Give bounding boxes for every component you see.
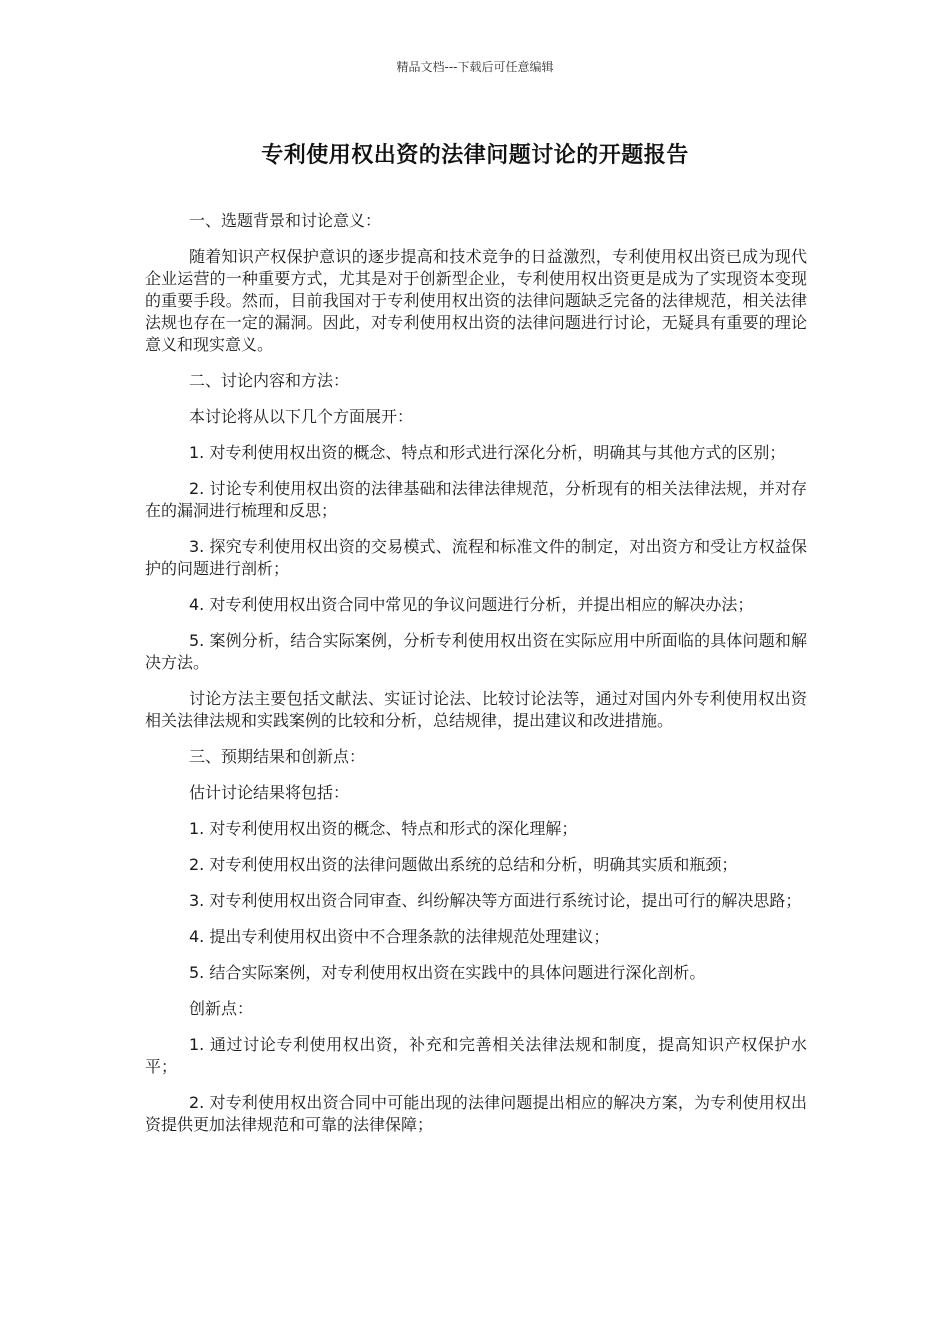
paragraph-innovation-heading: 创新点： <box>189 999 254 1018</box>
paragraph-content-intro: 本讨论将从以下几个方面展开： <box>189 407 414 426</box>
list-item-result-2: 2. 对专利使用权出资的法律问题做出系统的总结和分析，明确其实质和瓶颈； <box>189 855 738 874</box>
list-item-content-2: 2. 讨论专利使用权出资的法律基础和法律法律规范，分析现有的相关法律法规，并对存在的漏洞进行梳理和反思； <box>145 479 807 520</box>
list-item-innovation-1: 1. 通过讨论专利使用权出资，补充和完善相关法律法规和制度，提高知识产权保护水平； <box>145 1035 807 1076</box>
list-item-innovation-2: 2. 对专利使用权出资合同中可能出现的法律问题提出相应的解决方案，为专利使用权出资提供更加法律规范和可靠的法律保障； <box>145 1093 807 1134</box>
list-item-content-3: 3. 探究专利使用权出资的交易模式、流程和标准文件的制定，对出资方和受让方权益保护的问题进行剖析； <box>145 537 807 578</box>
section-heading-background: 一、选题背景和讨论意义： <box>189 211 382 230</box>
document-body <box>145 210 807 1150</box>
list-item-content-1: 1. 对专利使用权出资的概念、特点和形式进行深化分析，明确其与其他方式的区别； <box>189 443 786 462</box>
list-item-result-1: 1. 对专利使用权出资的概念、特点和形式的深化理解； <box>189 819 578 838</box>
paragraph-background: 随着知识产权保护意识的逐步提高和技术竞争的日益激烈，专利使用权出资已成为现代企业运营的一种重要方式，尤其是对于创新型企业，专利使用权出资更是成为了实现资本变现的重要手段。然而，目前我国对于专利使用权出资的法律问题缺乏完备的法律规范，相关法律法规也存在一定的漏洞。因此，对专利使用权出资的法律问题进行讨论，无疑具有重要的理论意义和现实意义。 <box>145 247 807 354</box>
paragraph-results-intro: 估计讨论结果将包括： <box>189 783 350 802</box>
paragraph-methods: 讨论方法主要包括文献法、实证讨论法、比较讨论法等，通过对国内外专利使用权出资相关法律法规和实践案例的比较和分析，总结规律，提出建议和改进措施。 <box>145 689 807 730</box>
header-note: 精品文档---下载后可任意编辑 <box>396 60 554 74</box>
list-item-content-5: 5. 案例分析，结合实际案例，分析专利使用权出资在实际应用中所面临的具体问题和解决方法。 <box>145 631 807 672</box>
list-item-result-4: 4. 提出专利使用权出资中不合理条款的法律规范处理建议； <box>189 927 610 946</box>
list-item-content-4: 4. 对专利使用权出资合同中常见的争议问题进行分析，并提出相应的解决办法； <box>189 595 754 614</box>
list-item-result-5: 5. 结合实际案例，对专利使用权出资在实践中的具体问题进行深化剖析。 <box>189 963 706 982</box>
document-title: 专利使用权出资的法律问题讨论的开题报告 <box>261 143 689 168</box>
list-item-result-3: 3. 对专利使用权出资合同审查、纠纷解决等方面进行系统讨论，提出可行的解决思路； <box>189 891 802 910</box>
section-heading-content: 二、讨论内容和方法： <box>189 371 350 390</box>
section-heading-results: 三、预期结果和创新点： <box>189 747 366 766</box>
